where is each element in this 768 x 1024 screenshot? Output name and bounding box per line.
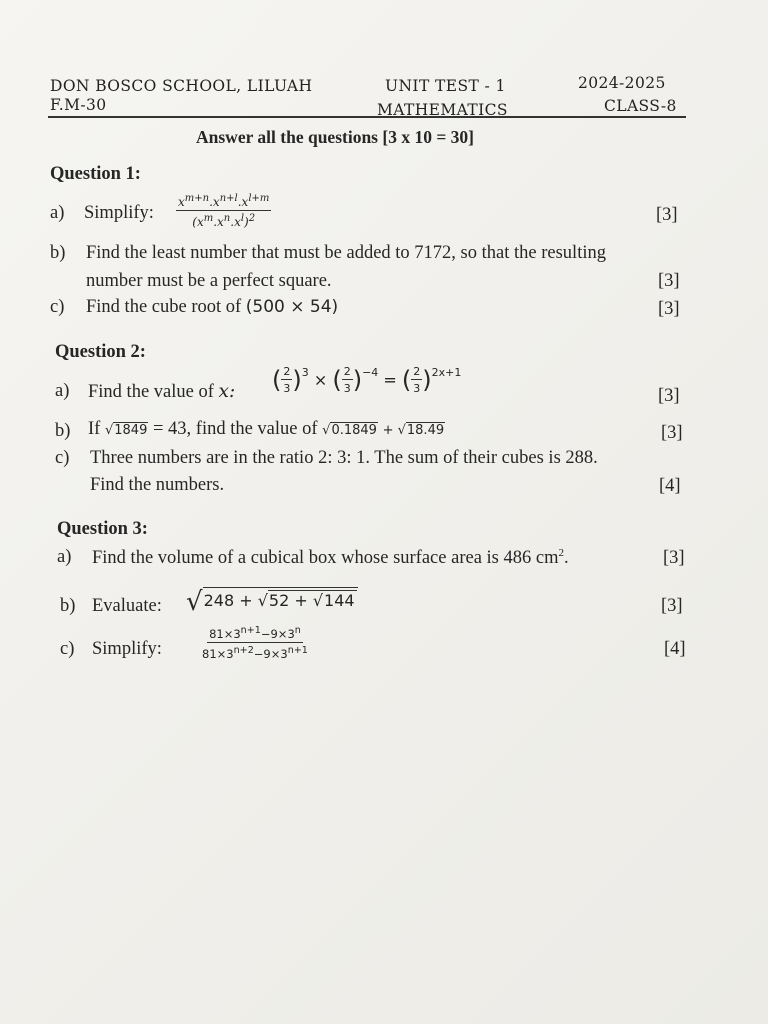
q2b-label: b) — [55, 421, 71, 441]
session-year: 2024-2025 — [578, 74, 666, 92]
full-marks: F.M-30 — [50, 96, 107, 114]
q2c-label: c) — [55, 448, 70, 468]
q2c-text-line2: Find the numbers. — [90, 475, 225, 495]
q3c-label: c) — [60, 639, 75, 659]
q1c-marks: [3] — [658, 299, 680, 319]
q1a-marks: [3] — [656, 205, 678, 225]
q2b-marks: [3] — [661, 423, 683, 443]
q1a-label: a) — [50, 203, 65, 223]
question-1-title: Question 1: — [50, 164, 141, 184]
q3c-marks: [4] — [664, 639, 686, 659]
q3b-label: b) — [60, 596, 76, 616]
q3b-expression: √248 + √52 + √144 — [186, 587, 358, 617]
q2c-marks: [4] — [659, 476, 681, 496]
q1a-text: Simplify: — [84, 203, 154, 223]
q2b-text: If √1849 = 43, find the value of √0.1849 + √18.49 — [88, 419, 445, 439]
header-rule — [48, 116, 686, 118]
question-2-title: Question 2: — [55, 342, 146, 362]
q1b-text: Find the least number that must be added to 7172, so that the resulting — [86, 243, 606, 263]
q3a-text: Find the volume of a cubical box whose surface area is 486 $cm^2$. — [92, 547, 569, 569]
q1b-marks: [3] — [658, 271, 680, 291]
q1c-label: c) — [50, 297, 65, 317]
instructions: Answer all the questions [3 x 10 = 30] — [196, 127, 474, 147]
q1c-text: Find the cube root of (500 × 54) — [86, 297, 339, 317]
q1b-label: b) — [50, 243, 66, 263]
q2c-text: Three numbers are in the ratio 2: 3: 1. The sum of their cubes is 288. — [90, 448, 598, 468]
q3a-label: a) — [57, 547, 72, 567]
q3b-marks: [3] — [661, 596, 683, 616]
school-name: DON BOSCO SCHOOL, LILUAH — [50, 77, 313, 95]
q2a-marks: [3] — [658, 386, 680, 406]
q1a-expression: $\frac{x^{m+n}.x^{n+l}.x^{l+m}}{(x^m.x^n.x^l)^2}$ — [178, 193, 270, 229]
q1b-text-line2: number must be a perfect square. — [86, 271, 332, 291]
q3a-marks: [3] — [663, 548, 685, 568]
subject: MATHEMATICS — [377, 101, 508, 119]
q3c-text: Simplify: — [92, 639, 162, 659]
q2a-text: Find the value of x: — [88, 381, 236, 402]
test-name: UNIT TEST - 1 — [385, 77, 506, 95]
question-3-title: Question 3: — [57, 519, 148, 539]
q2a-label: a) — [55, 381, 70, 401]
q1c-expression: (500 × 54) — [245, 297, 339, 317]
q2a-equation: ( $\frac{2}{3}$ )$^3$ × ( $\frac{2}{3}$ )$^{-4}$ = ( $\frac{2}{3}$ )$^{2x+1}$ — [272, 365, 462, 395]
class-label: CLASS-8 — [604, 97, 677, 115]
q3b-text: Evaluate: — [92, 596, 162, 616]
q3c-expression: $\frac{81\times 3^{n+1}-9\times 3^n}{81\times 3^{n+2}-9\times 3^{n+1}}$ — [202, 625, 308, 662]
